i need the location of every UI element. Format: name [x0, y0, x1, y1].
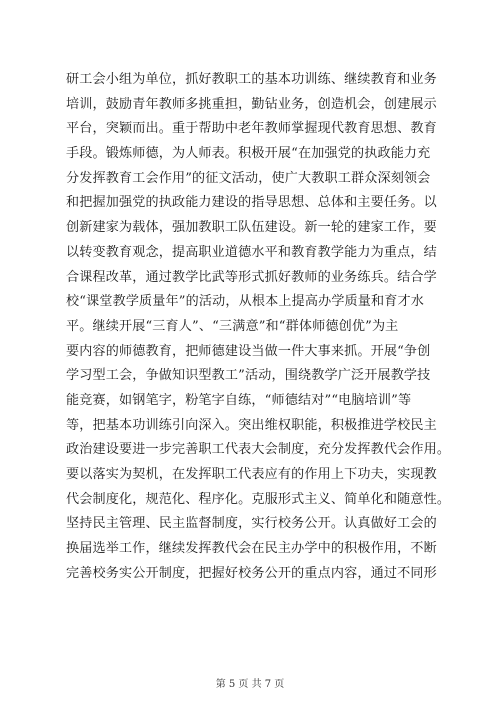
text-line: 分发挥教育工会作用”的征文活动，使广大教职工群众深刻领会 [66, 170, 431, 186]
text-line: 培训，鼓励青年教师多挑重担，勤钻业务，创造机会，创建展示 [66, 96, 437, 112]
text-line: 以转变教育观念，提高职业道德水平和教育教学能力为重点，结 [66, 244, 437, 260]
text-line: 能竞赛，如钢笔字，粉笔字自练，“师德结对”“电脑培训”等 [66, 392, 412, 408]
text-line: 和把握加强党的执政能力建设的指导思想、总体和主要任务。以 [66, 195, 437, 211]
text-line: 创新建家为载体，强加教职工队伍建设。新一轮的建家工作，要 [66, 220, 437, 236]
text-line: 完善校务实公开制度，把握好校务公开的重点内容，通过不同形 [66, 565, 437, 581]
body-text [66, 68, 451, 586]
text-line: 换届选举工作，继续发挥教代会在民主办学中的积极作用，不断 [66, 541, 437, 557]
text-line: 等，把基本功训练引向深入。突出维权职能，积极推进学校民主 [66, 417, 437, 433]
text-line: 平台，突颖而出。重于帮助中老年教师掌握现代教育思想、教育 [66, 121, 437, 137]
text-line: 政治建设要进一步完善职工代表大会制度，充分发挥教代会作用。 [66, 442, 451, 458]
text-line: 坚持民主管理、民主监督制度，实行校务公开。认真做好工会的 [66, 516, 437, 532]
text-line: 合课程改革，通过教学比武等形式抓好教师的业务练兵。结合学 [66, 269, 437, 285]
page-number-footer: 第 5 页 共 7 页 [215, 679, 285, 690]
text-line: 研工会小组为单位，抓好教职工的基本功训练、继续教育和业务 [66, 72, 437, 87]
text-line: 学习型工会，争做知识型教工”活动，围绕教学广泛开展教学技 [66, 368, 431, 384]
text-line: 要内容的师德教育，把师德建设当做一件大事来抓。开展“争创 [66, 343, 431, 359]
text-line: 要以落实为契机，在发挥职工代表应有的作用上下功夫，实现教 [66, 467, 437, 482]
text-line: 代会制度化，规范化、程序化。克服形式主义、简单化和随意性。 [66, 491, 451, 507]
text-line: 校“课堂教学质量年”的活动，从根本上提高办学质量和育才水 [66, 294, 425, 310]
text-line: 平。继续开展“三育人”、“三满意”和“群体师德创优”为主 [66, 318, 399, 334]
text-line: 手段。锻炼师德，为人师表。积极开展“在加强党的执政能力充 [66, 146, 431, 162]
